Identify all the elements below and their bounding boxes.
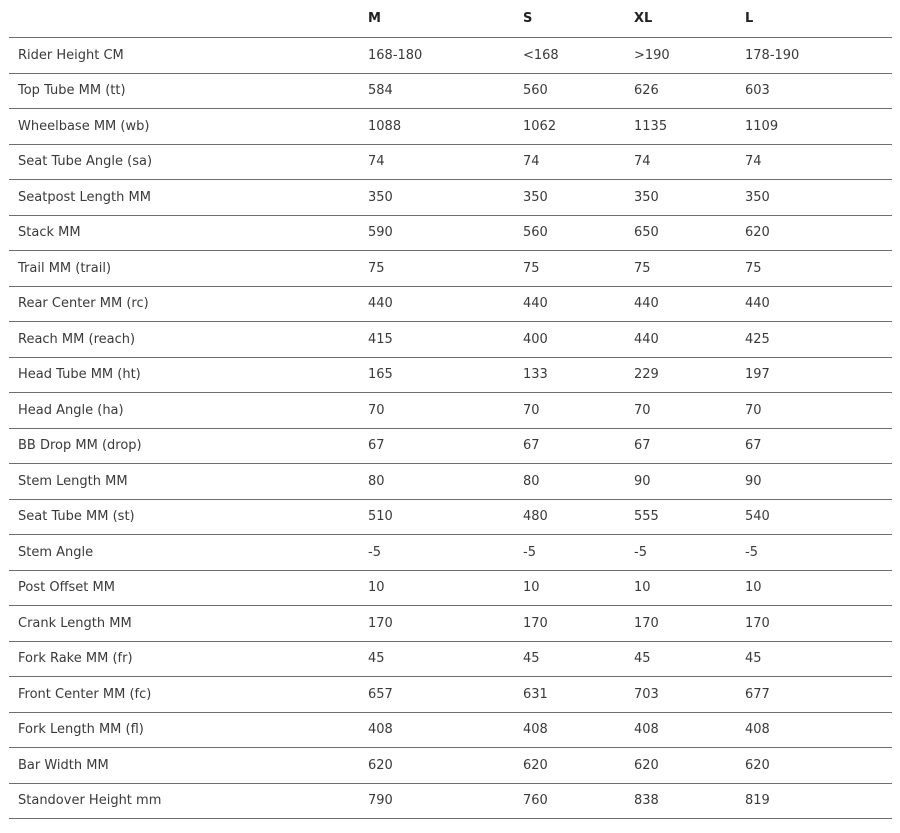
row-label: Rear Center MM (rc) (9, 286, 368, 322)
cell-size-l: 90 (745, 464, 892, 500)
cell-size-xl: 70 (634, 393, 745, 429)
cell-size-s: 440 (523, 286, 634, 322)
table-row (9, 499, 892, 535)
table-header (9, 0, 892, 38)
cell-size-m: 170 (368, 606, 523, 642)
table-row (9, 712, 892, 748)
cell-size-l: 74 (745, 144, 892, 180)
table-body (9, 38, 892, 819)
table-row (9, 748, 892, 784)
cell-size-l: 603 (745, 73, 892, 109)
cell-size-s: 74 (523, 144, 634, 180)
cell-size-m: 10 (368, 570, 523, 606)
cell-size-l: 620 (745, 215, 892, 251)
cell-size-s: 620 (523, 748, 634, 784)
cell-size-xl: 10 (634, 570, 745, 606)
cell-size-xl: 229 (634, 357, 745, 393)
cell-size-xl: 74 (634, 144, 745, 180)
cell-size-xl: 350 (634, 180, 745, 216)
cell-size-m: 510 (368, 499, 523, 535)
cell-size-m: 408 (368, 712, 523, 748)
header-cell-size-s: S (523, 0, 634, 38)
row-label: Standover Height mm (9, 783, 368, 819)
cell-size-s: 560 (523, 215, 634, 251)
row-label: Rider Height CM (9, 38, 368, 74)
row-label: Top Tube MM (tt) (9, 73, 368, 109)
row-label: Seatpost Length MM (9, 180, 368, 216)
cell-size-s: 480 (523, 499, 634, 535)
cell-size-xl: 626 (634, 73, 745, 109)
cell-size-l: 425 (745, 322, 892, 358)
cell-size-m: 70 (368, 393, 523, 429)
cell-size-xl: 170 (634, 606, 745, 642)
cell-size-m: 67 (368, 428, 523, 464)
cell-size-m: 350 (368, 180, 523, 216)
cell-size-s: 631 (523, 677, 634, 713)
cell-size-xl: 838 (634, 783, 745, 819)
row-label: Trail MM (trail) (9, 251, 368, 287)
cell-size-s: 10 (523, 570, 634, 606)
row-label: Stem Angle (9, 535, 368, 571)
row-label: Front Center MM (fc) (9, 677, 368, 713)
table-row (9, 215, 892, 251)
row-label: Fork Length MM (fl) (9, 712, 368, 748)
cell-size-xl: -5 (634, 535, 745, 571)
cell-size-xl: 75 (634, 251, 745, 287)
cell-size-l: 440 (745, 286, 892, 322)
table-row (9, 322, 892, 358)
cell-size-m: 620 (368, 748, 523, 784)
cell-size-l: 620 (745, 748, 892, 784)
header-cell-size-l: L (745, 0, 892, 38)
table-row (9, 464, 892, 500)
cell-size-m: 415 (368, 322, 523, 358)
cell-size-s: 80 (523, 464, 634, 500)
header-row (9, 0, 892, 38)
cell-size-s: 400 (523, 322, 634, 358)
table-row (9, 251, 892, 287)
table-row (9, 38, 892, 74)
cell-size-m: 80 (368, 464, 523, 500)
row-label: Post Offset MM (9, 570, 368, 606)
cell-size-s: 760 (523, 783, 634, 819)
cell-size-m: 590 (368, 215, 523, 251)
row-label: Wheelbase MM (wb) (9, 109, 368, 145)
table-row (9, 73, 892, 109)
row-label: Bar Width MM (9, 748, 368, 784)
cell-size-s: 70 (523, 393, 634, 429)
cell-size-l: 350 (745, 180, 892, 216)
cell-size-l: 75 (745, 251, 892, 287)
table-row (9, 535, 892, 571)
header-cell-label (9, 0, 368, 38)
cell-size-m: 584 (368, 73, 523, 109)
row-label: Stack MM (9, 215, 368, 251)
row-label: Head Tube MM (ht) (9, 357, 368, 393)
cell-size-xl: 90 (634, 464, 745, 500)
cell-size-l: 170 (745, 606, 892, 642)
cell-size-m: 657 (368, 677, 523, 713)
cell-size-m: 440 (368, 286, 523, 322)
cell-size-s: 170 (523, 606, 634, 642)
cell-size-l: 540 (745, 499, 892, 535)
cell-size-l: 408 (745, 712, 892, 748)
row-label: Seat Tube MM (st) (9, 499, 368, 535)
row-label: Head Angle (ha) (9, 393, 368, 429)
cell-size-s: 1062 (523, 109, 634, 145)
table-row (9, 286, 892, 322)
cell-size-xl: 703 (634, 677, 745, 713)
cell-size-l: 45 (745, 641, 892, 677)
cell-size-xl: 650 (634, 215, 745, 251)
cell-size-xl: 67 (634, 428, 745, 464)
cell-size-s: -5 (523, 535, 634, 571)
cell-size-s: 133 (523, 357, 634, 393)
cell-size-xl: 408 (634, 712, 745, 748)
cell-size-l: 70 (745, 393, 892, 429)
cell-size-m: 1088 (368, 109, 523, 145)
cell-size-l: 819 (745, 783, 892, 819)
cell-size-xl: 440 (634, 286, 745, 322)
row-label: Stem Length MM (9, 464, 368, 500)
cell-size-m: 790 (368, 783, 523, 819)
cell-size-l: 1109 (745, 109, 892, 145)
cell-size-l: 197 (745, 357, 892, 393)
row-label: Crank Length MM (9, 606, 368, 642)
table-row (9, 428, 892, 464)
cell-size-xl: 620 (634, 748, 745, 784)
row-label: Fork Rake MM (fr) (9, 641, 368, 677)
table-row (9, 677, 892, 713)
table-row (9, 641, 892, 677)
cell-size-s: 408 (523, 712, 634, 748)
cell-size-s: <168 (523, 38, 634, 74)
cell-size-m: 45 (368, 641, 523, 677)
cell-size-s: 560 (523, 73, 634, 109)
geometry-table (9, 0, 892, 819)
row-label: Reach MM (reach) (9, 322, 368, 358)
cell-size-m: -5 (368, 535, 523, 571)
cell-size-s: 45 (523, 641, 634, 677)
cell-size-s: 75 (523, 251, 634, 287)
row-label: BB Drop MM (drop) (9, 428, 368, 464)
cell-size-m: 168-180 (368, 38, 523, 74)
cell-size-s: 350 (523, 180, 634, 216)
header-cell-size-m: M (368, 0, 523, 38)
cell-size-l: 10 (745, 570, 892, 606)
table-row (9, 570, 892, 606)
cell-size-xl: 555 (634, 499, 745, 535)
cell-size-xl: 1135 (634, 109, 745, 145)
cell-size-xl: 440 (634, 322, 745, 358)
cell-size-l: -5 (745, 535, 892, 571)
table-row (9, 109, 892, 145)
cell-size-m: 74 (368, 144, 523, 180)
table-row (9, 393, 892, 429)
cell-size-l: 677 (745, 677, 892, 713)
row-label: Seat Tube Angle (sa) (9, 144, 368, 180)
cell-size-xl: >190 (634, 38, 745, 74)
cell-size-m: 75 (368, 251, 523, 287)
header-cell-size-xl: XL (634, 0, 745, 38)
cell-size-s: 67 (523, 428, 634, 464)
cell-size-l: 178-190 (745, 38, 892, 74)
table-row (9, 606, 892, 642)
table-row (9, 357, 892, 393)
cell-size-xl: 45 (634, 641, 745, 677)
cell-size-m: 165 (368, 357, 523, 393)
table-row (9, 180, 892, 216)
table-row (9, 144, 892, 180)
table-row (9, 783, 892, 819)
cell-size-l: 67 (745, 428, 892, 464)
